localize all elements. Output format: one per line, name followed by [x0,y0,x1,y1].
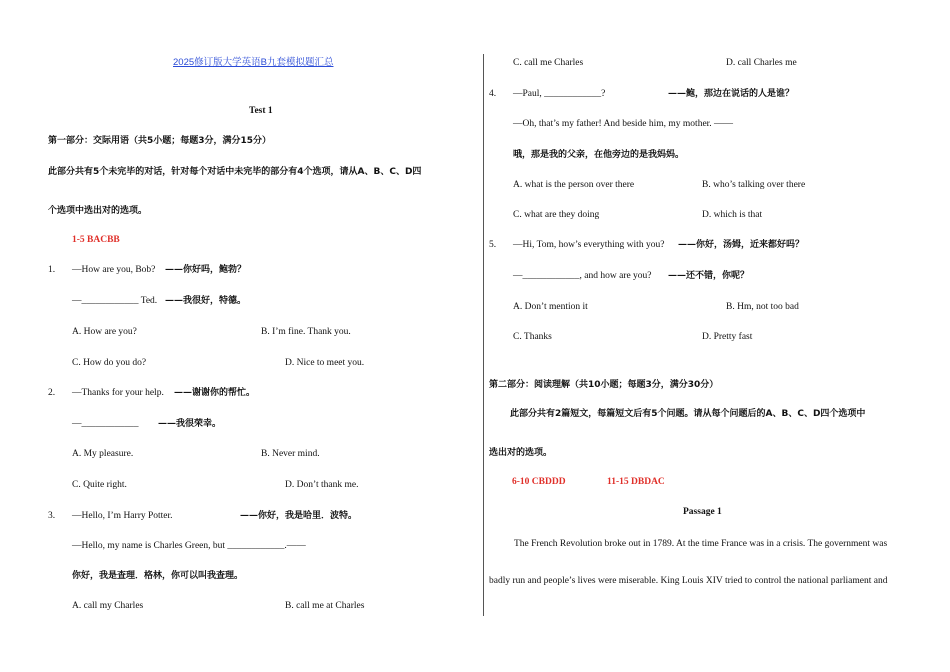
q3-option-c: C. call me Charles [513,58,584,68]
passage-line2: badly run and people’s lives were miserable. King Louis XIV tried to control the national parliament and [489,576,888,586]
q5-line2-en: —____________, and how are you? [513,271,652,281]
q5-line2-cn: ——还不错，你呢？ [668,271,750,281]
q2-line2-cn: ——我很荣幸。 [158,419,222,429]
q4-option-b: B. who’s talking over there [702,180,806,190]
q4-line1-cn: ——鲍，那边在说话的人是谁？ [668,89,795,99]
test-title: Test 1 [249,106,273,116]
part1-instructions-line1: 此部分共有5个未完毕的对话，针对每个对话中未完毕的部分有4个选项，请从A、B、C、D四 [48,167,422,177]
q2-line1-en: —Thanks for your help. [72,388,164,398]
q5-option-a: A. Don’t mention it [513,302,588,312]
q4-number: 4. [489,89,497,99]
q1-option-a: A. How are you? [72,327,137,337]
q3-line1-en: —Hello, I’m Harry Potter. [72,511,173,521]
part2-heading: 第二部分：阅读理解（共10小题；每题3分，满分30分） [489,380,719,390]
q4-line2-en: —Oh, that’s my father! And beside him, my mother. —— [513,119,734,129]
passage-line1: The French Revolution broke out in 1789. At the time France was in a crisis. The government was [514,539,888,549]
part2-instructions-line1: 此部分共有2篇短文，每篇短文后有5个问题。请从每个问题后的A、B、C、D四个选项中 [510,409,866,419]
q1-line2-en: —____________ Ted. [72,296,158,306]
q2-number: 2. [48,388,56,398]
q4-option-a: A. what is the person over there [513,180,635,190]
q1-option-b: B. I’m fine. Thank you. [261,327,351,337]
q1-number: 1. [48,265,56,275]
document-title-link[interactable]: 2025修订版大学英语B九套模拟题汇总 [173,57,334,68]
q4-option-c: C. what are they doing [513,210,600,220]
passage-title: Passage 1 [683,507,722,517]
q5-line1-cn: ——你好，汤姆，近来都好吗？ [678,240,805,250]
q5-line1-en: —Hi, Tom, how’s everything with you? [513,240,665,250]
q2-option-c: C. Quite right. [72,480,127,490]
q3-line3-cn: 你好，我是查理．格林，你可以叫我查理。 [72,571,244,581]
q5-option-d: D. Pretty fast [702,332,753,342]
part2-instructions-line2: 选出对的选项。 [489,448,553,458]
q2-option-a: A. My pleasure. [72,449,134,459]
q2-line2-en: —____________ [72,419,139,429]
answer-key-6-10: 6-10 CBDDD [512,477,566,487]
q1-line1-cn: ——你好吗，鲍勃？ [165,265,247,275]
q1-line1-en: —How are you, Bob? [72,265,156,275]
q2-option-b: B. Never mind. [261,449,320,459]
q1-option-c: C. How do you do? [72,358,147,368]
q4-option-d: D. which is that [702,210,763,220]
part1-instructions-line2: 个选项中选出对的选项。 [48,206,148,216]
q4-line1-en: —Paul, ____________? [513,89,606,99]
q5-option-c: C. Thanks [513,332,552,342]
answer-key-1-5: 1-5 BACBB [72,235,120,245]
q3-option-d: D. call Charles me [726,58,797,68]
q4-line3-cn: 哦，那是我的父亲，在他旁边的是我妈妈。 [513,150,685,160]
q3-option-a: A. call my Charles [72,601,144,611]
q1-option-d: D. Nice to meet you. [285,358,365,368]
q2-line1-cn: ——谢谢你的帮忙。 [174,388,256,398]
q3-line1-cn: ——你好，我是哈里．波特。 [240,511,358,521]
q1-line2-cn: ——我很好，特德。 [165,296,247,306]
q5-number: 5. [489,240,497,250]
q5-option-b: B. Hm, not too bad [726,302,799,312]
q3-option-b: B. call me at Charles [285,601,365,611]
q2-option-d: D. Don’t thank me. [285,480,359,490]
column-divider [483,54,484,616]
q3-number: 3. [48,511,56,521]
answer-key-11-15: 11-15 DBDAC [607,477,665,487]
q3-line2-en: —Hello, my name is Charles Green, but ____________.—— [72,541,306,551]
part1-heading: 第一部分：交际用语（共5小题；每题3分，满分15分） [48,136,272,146]
